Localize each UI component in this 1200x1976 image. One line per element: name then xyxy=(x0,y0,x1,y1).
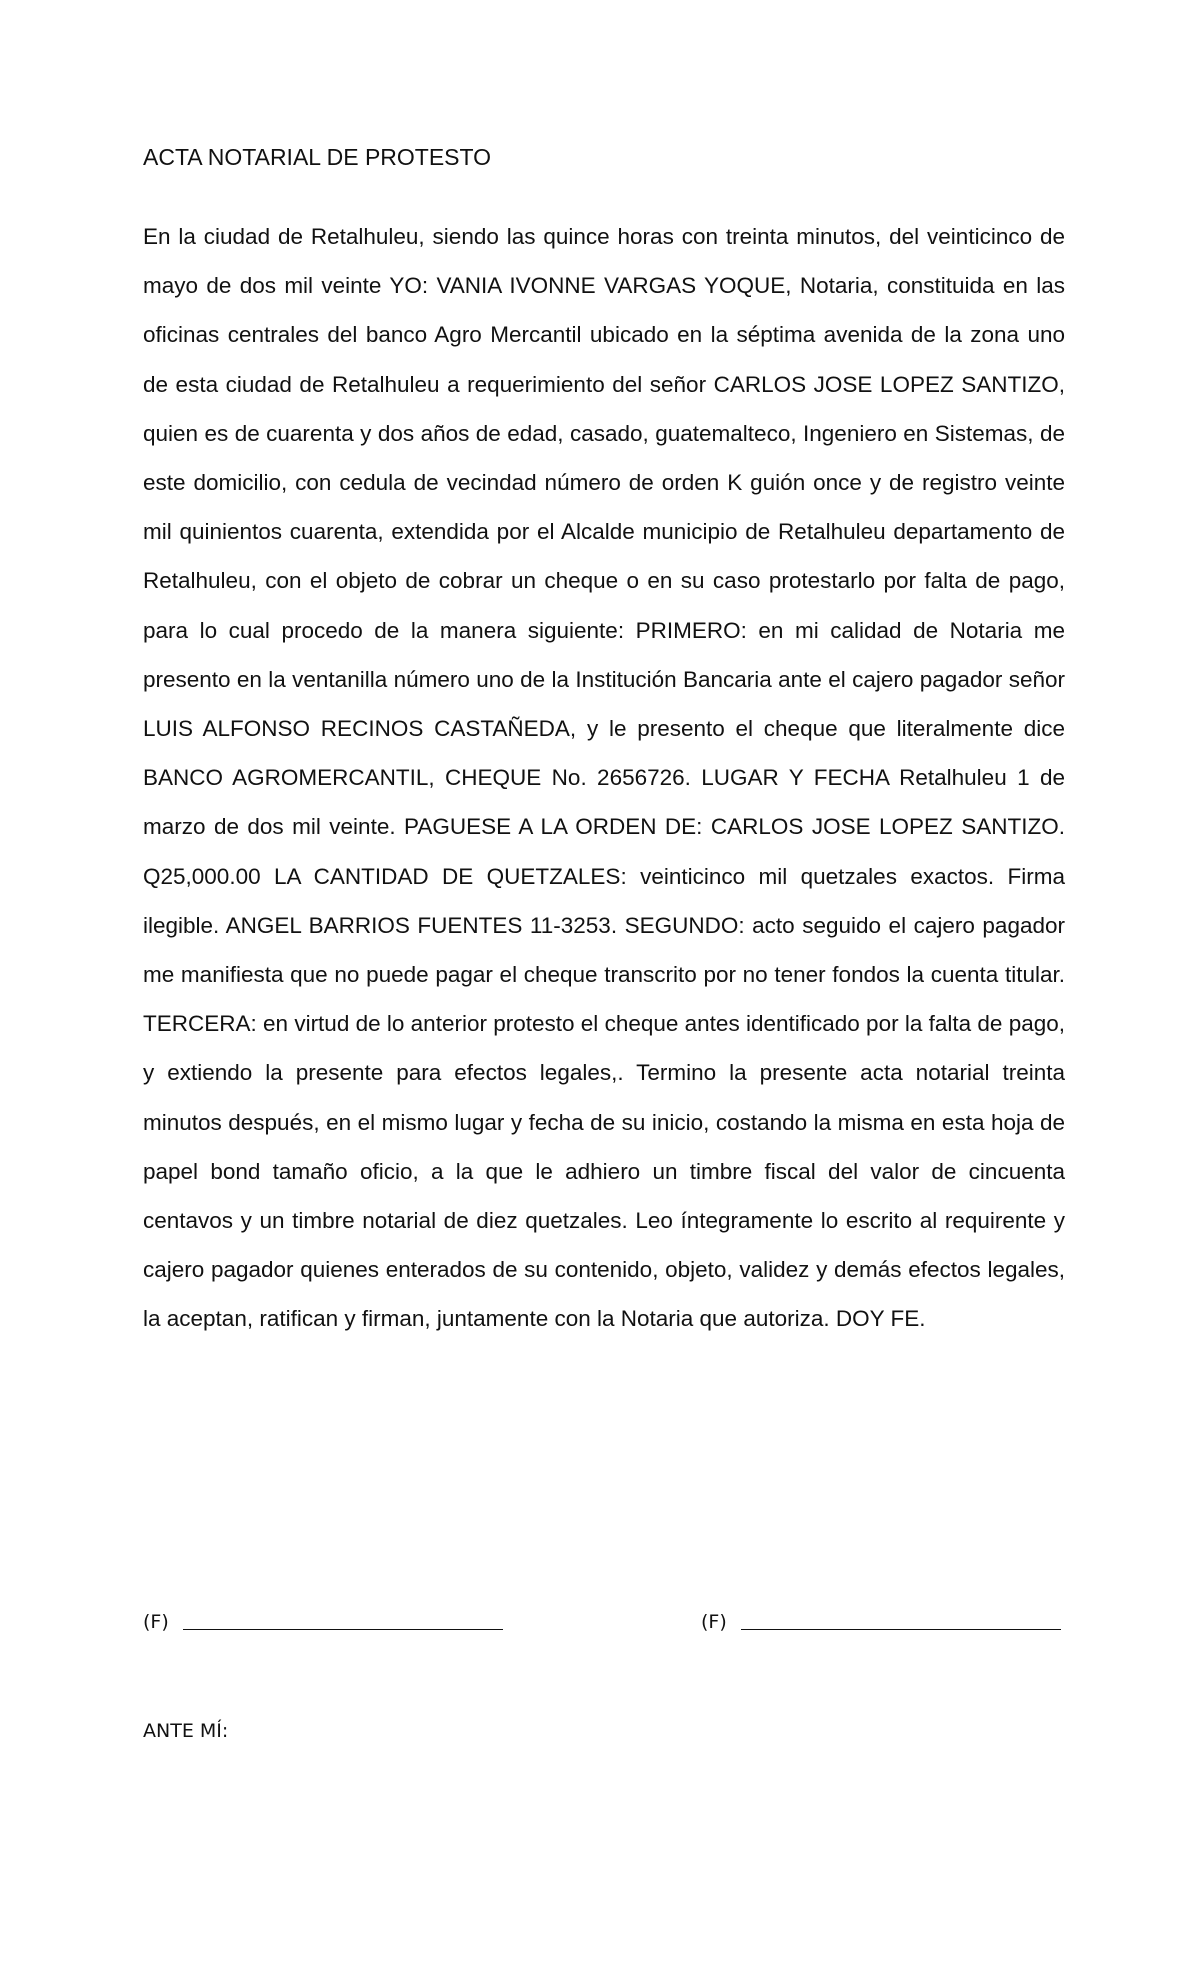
document-body: En la ciudad de Retalhuleu, siendo las quince horas con treinta minutos, del veinticinco de mayo de dos mil veinte YO: VANIA IVONNE VARGAS YOQUE, Notaria, constituida en las oficinas centrales del banco Agro Mercantil ubicado en la séptima avenida de la zona uno de esta ciudad de Retalhuleu a requerimiento del señor CARLOS JOSE LOPEZ SANTIZO, quien es de cuarenta y dos años de edad, casado, guatemalteco, Ingeniero en Sistemas, de este domicilio, con cedula de vecindad número de orden K guión once y de registro veinte mil quinientos cuarenta, extendida por el Alcalde municipio de Retalhuleu departamento de Retalhuleu, con el objeto de cobrar un cheque o en su caso protestarlo por falta de pago, para lo cual procedo de la manera siguiente: PRIMERO: en mi calidad de Notaria me presento en la ventanilla número uno de la Institución Bancaria ante el cajero pagador señor LUIS ALFONSO RECINOS CASTAÑEDA, y le presento el cheque que literalmente dice BANCO AGROMERCANTIL, CHEQUE No. 2656726. LUGAR Y FECHA Retalhuleu 1 de marzo de dos mil veinte. PAGUESE A LA ORDEN DE: CARLOS JOSE LOPEZ SANTIZO. Q25,000.00 LA CANTIDAD DE QUETZALES: veinticinco mil quetzales exactos. Firma ilegible. ANGEL BARRIOS FUENTES 11-3253. SEGUNDO: acto seguido el cajero pagador me manifiesta que no puede pagar el cheque transcrito por no tener fondos la cuenta titular. TERCERA: en virtud de lo anterior protesto el cheque antes identificado por la falta de pago, y extiendo la presente para efectos legales,. Termino la presente acta notarial treinta minutos después, en el mismo lugar y fecha de su inicio, costando la misma en esta hoja de papel bond tamaño oficio, a la que le adhiero un timbre fiscal del valor de cincuenta centavos y un timbre notarial de diez quetzales. Leo íntegramente lo escrito al requirente y cajero pagador quienes enterados de su contenido, objeto, validez y demás efectos legales, la aceptan, ratifican y firman, juntamente con la Notaria que autoriza. DOY FE. xyxy=(143,224,1065,1332)
document-title: ACTA NOTARIAL DE PROTESTO xyxy=(143,144,492,170)
signature-line-left xyxy=(183,1629,503,1630)
signature-block-left xyxy=(143,1610,503,1634)
signature-block-right xyxy=(701,1610,1061,1634)
signature-line-right xyxy=(741,1629,1061,1630)
ante-mi-label: ANTE MÍ: xyxy=(143,1720,229,1742)
signature-prefix-right: (F) xyxy=(701,1611,727,1633)
signature-prefix-left: (F) xyxy=(143,1611,169,1633)
